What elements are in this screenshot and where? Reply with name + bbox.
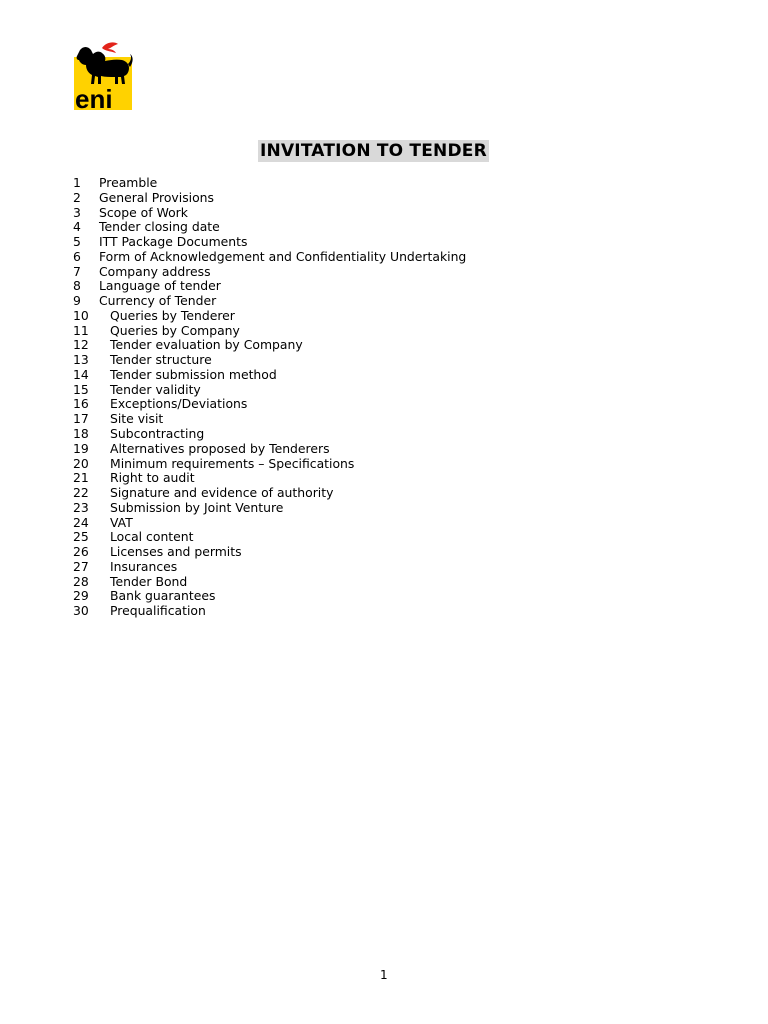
toc-item <box>73 338 466 353</box>
table-of-contents <box>73 176 466 619</box>
toc-item-number: 29 <box>73 588 89 604</box>
toc-item-number: 12 <box>73 337 89 353</box>
toc-item-number: 24 <box>73 514 89 530</box>
toc-item-label: Language of tender <box>99 278 221 294</box>
toc-item-number: 22 <box>73 485 89 501</box>
toc-item <box>73 250 466 265</box>
toc-item <box>73 604 466 619</box>
toc-item <box>73 516 466 531</box>
toc-item-number: 11 <box>73 322 89 338</box>
toc-item <box>73 235 466 250</box>
toc-item-label: Currency of Tender <box>99 293 217 309</box>
toc-item-label: Exceptions/Deviations <box>110 396 248 412</box>
document-title: INVITATION TO TENDER <box>260 141 487 161</box>
toc-item-number: 21 <box>73 470 89 486</box>
toc-item-label: Submission by Joint Venture <box>110 499 284 515</box>
toc-item-label: Queries by Tenderer <box>110 307 235 323</box>
toc-item-label: Tender structure <box>110 352 212 368</box>
toc-item-label: Bank guarantees <box>110 588 216 604</box>
toc-item <box>73 501 466 516</box>
toc-item <box>73 545 466 560</box>
toc-item <box>73 220 466 235</box>
toc-item <box>73 575 466 590</box>
toc-item-number: 17 <box>73 411 89 427</box>
toc-item-label: Signature and evidence of authority <box>110 485 334 501</box>
toc-item <box>73 427 466 442</box>
toc-item-number: 16 <box>73 396 89 412</box>
toc-item-label: ITT Package Documents <box>99 234 248 250</box>
toc-item <box>73 383 466 398</box>
toc-item-number: 18 <box>73 426 89 442</box>
toc-item-number: 14 <box>73 366 89 382</box>
toc-item-number: 28 <box>73 573 89 589</box>
toc-item-number: 13 <box>73 352 89 368</box>
toc-item-label: Preamble <box>99 175 158 190</box>
toc-item-label: Company address <box>99 263 211 279</box>
toc-item-label: Tender Bond <box>110 573 188 589</box>
toc-item-number: 15 <box>73 381 89 397</box>
toc-item <box>73 324 466 339</box>
toc-item <box>73 176 466 191</box>
toc-item <box>73 279 466 294</box>
toc-item-label: Minimum requirements – Specifications <box>110 455 355 471</box>
toc-item <box>73 442 466 457</box>
toc-item <box>73 457 466 472</box>
toc-item-number: 7 <box>73 263 81 279</box>
toc-item-label: Right to audit <box>110 470 195 486</box>
eni-wordmark <box>72 40 134 112</box>
toc-item-number: 2 <box>73 189 81 205</box>
toc-item-number: 5 <box>73 234 81 250</box>
toc-item-label: Alternatives proposed by Tenderers <box>110 440 330 456</box>
toc-item-number: 26 <box>73 544 89 560</box>
toc-item <box>73 294 466 309</box>
toc-item <box>73 530 466 545</box>
toc-item-number: 27 <box>73 558 89 574</box>
toc-item-number: 23 <box>73 499 89 515</box>
toc-item-number: 20 <box>73 455 89 471</box>
toc-item <box>73 397 466 412</box>
toc-item <box>73 471 466 486</box>
toc-item <box>73 206 466 221</box>
toc-item-number: 9 <box>73 293 81 309</box>
toc-item-label: Insurances <box>110 558 178 574</box>
toc-item-label: Queries by Company <box>110 322 240 338</box>
toc-item-label: Tender validity <box>110 381 201 397</box>
page-number: 1 <box>380 968 388 982</box>
toc-item <box>73 265 466 280</box>
toc-item-label: Tender submission method <box>110 366 277 382</box>
toc-item-number: 1 <box>73 175 81 190</box>
toc-item-label: Prequalification <box>110 603 206 619</box>
toc-item <box>73 589 466 604</box>
toc-item <box>73 368 466 383</box>
toc-item-number: 8 <box>73 278 81 294</box>
toc-item <box>73 191 466 206</box>
toc-item-label: Scope of Work <box>99 204 188 220</box>
toc-item-number: 30 <box>73 603 89 619</box>
toc-item <box>73 486 466 501</box>
toc-item <box>73 309 466 324</box>
toc-item-label: Licenses and permits <box>110 544 242 560</box>
svg-text:eni: eni <box>75 84 113 112</box>
toc-item-label: Form of Acknowledgement and Confidentiality Undertaking <box>99 248 467 264</box>
toc-item-label: Site visit <box>110 411 164 427</box>
toc-item-label: VAT <box>110 514 133 530</box>
toc-item <box>73 353 466 368</box>
toc-item <box>73 560 466 575</box>
toc-item-number: 10 <box>73 307 89 323</box>
toc-item-label: Tender closing date <box>99 219 220 235</box>
toc-item-label: General Provisions <box>99 189 214 205</box>
company-logo <box>72 40 134 112</box>
toc-item-number: 4 <box>73 219 81 235</box>
toc-item-label: Local content <box>110 529 194 545</box>
toc-item-label: Tender evaluation by Company <box>110 337 303 353</box>
toc-item-label: Subcontracting <box>110 426 205 442</box>
toc-item-number: 3 <box>73 204 81 220</box>
toc-item-number: 25 <box>73 529 89 545</box>
toc-item-number: 6 <box>73 248 81 264</box>
toc-item-number: 19 <box>73 440 89 456</box>
toc-item <box>73 412 466 427</box>
